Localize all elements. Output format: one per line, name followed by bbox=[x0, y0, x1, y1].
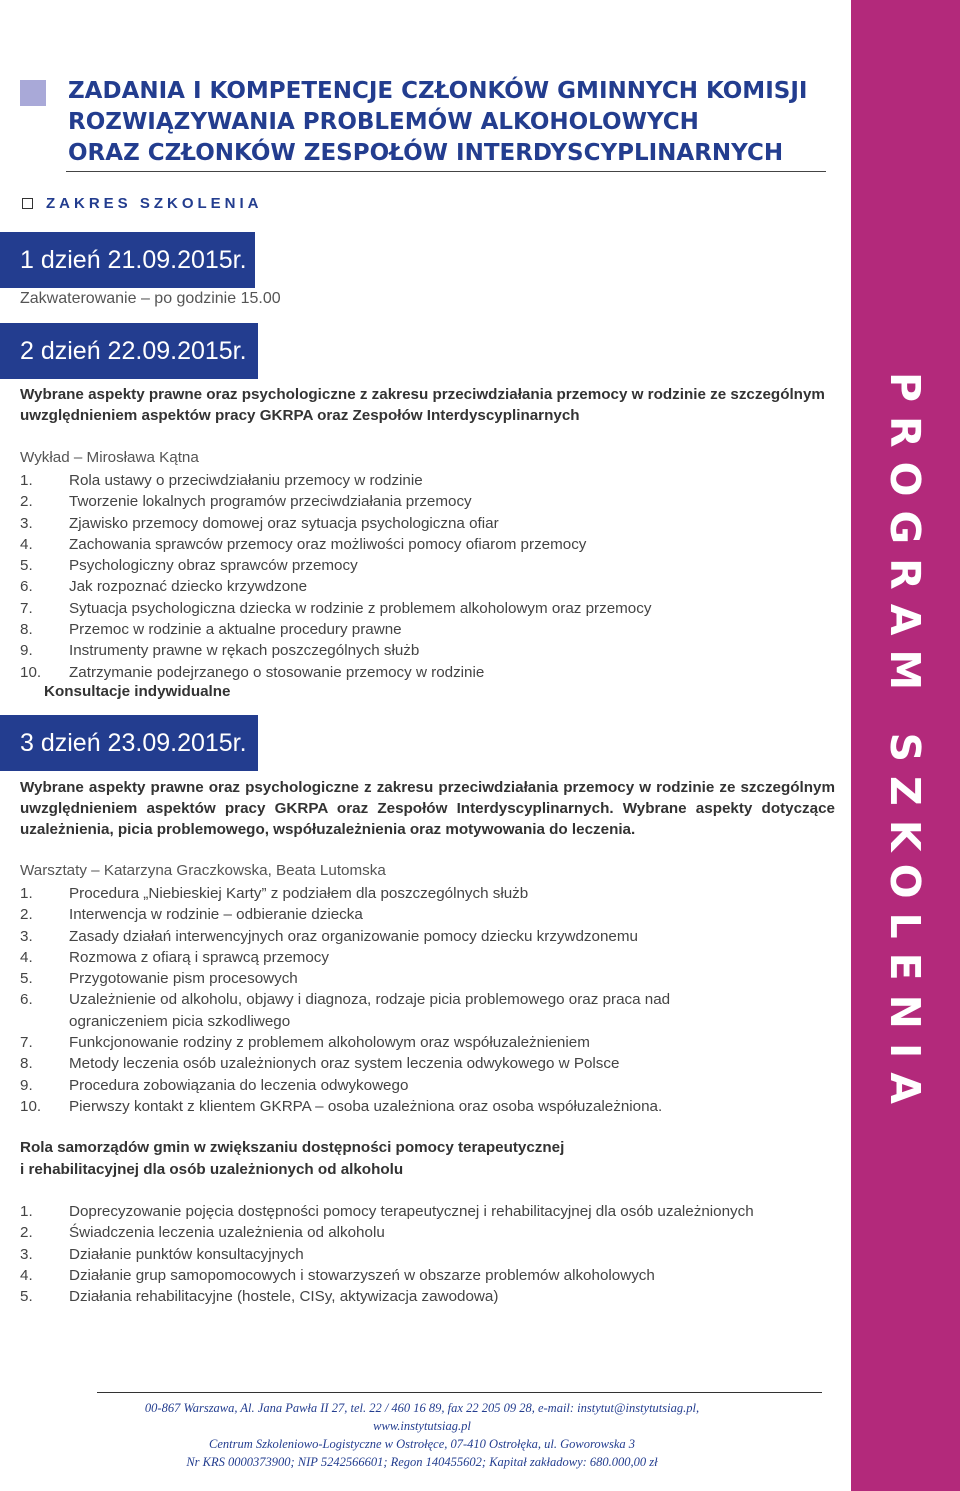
title-divider bbox=[66, 171, 826, 172]
day3-list bbox=[20, 883, 849, 1117]
list-item: 9. Instrumenty prawne w rękach poszczególnych służb bbox=[20, 642, 420, 660]
section-label-text: ZAKRES SZKOLENIA bbox=[46, 195, 263, 212]
role-heading-line-1: Rola samorządów gmin w zwiększaniu dostępności pomocy terapeutycznej bbox=[20, 1139, 565, 1156]
list-item: 7. Sytuacja psychologiczna dziecka w rodzinie z problemem alkoholowym oraz przemocy bbox=[20, 599, 652, 617]
list-item: 4. Zachowania sprawców przemocy oraz możliwości pomocy ofiarom przemocy bbox=[20, 535, 587, 553]
list-item: 5. Przygotowanie pism procesowych bbox=[20, 970, 298, 988]
list-item: 3. Działanie punktów konsultacyjnych bbox=[20, 1245, 304, 1263]
day2-heading: 2 dzień 22.09.2015r. bbox=[0, 323, 258, 379]
role-list bbox=[20, 1201, 849, 1307]
list-item: 2. Świadczenia leczenia uzależnienia od alkoholu bbox=[20, 1224, 385, 1242]
day3-heading: 3 dzień 23.09.2015r. bbox=[0, 715, 258, 771]
page-title bbox=[68, 76, 848, 169]
day2-consult: Konsultacje indywidualne bbox=[44, 683, 231, 700]
list-item: 6. Uzależnienie od alkoholu, objawy i diagnoza, rodzaje picia problemowego oraz praca nad ograniczeniem picia szkodliwego bbox=[20, 991, 671, 1030]
list-item: 4. Działanie grup samopomocowych i stowarzyszeń w obszarze problemów alkoholowych bbox=[20, 1266, 655, 1284]
list-item: 5. Działania rehabilitacyjne (hostele, CISy, aktywizacja zawodowa) bbox=[20, 1288, 499, 1306]
page-title-line-2: ROZWIĄZYWANIA PROBLEMÓW ALKOHOLOWYCH bbox=[68, 109, 699, 135]
day2-topic: Wybrane aspekty prawne oraz psychologiczne z zakresu przeciwdziałania przemocy w rodzinie ze szczególnym uwzględnieniem aspektów pracy GKRPA oraz Zespołów Interdyscyplinarnych bbox=[20, 386, 825, 424]
checkbox-icon bbox=[22, 198, 33, 209]
list-item: 1. Rola ustawy o przeciwdziałaniu przemocy w rodzinie bbox=[20, 472, 423, 489]
day3-topic: Wybrane aspekty prawne oraz psychologiczne z zakresu przeciwdziałania przemocy w rodzinie ze szczególnym uwzględnieniem aspektów pracy GKRPA oraz Zespołów Interdyscyplinarnych. Wybrane aspekty dotyczące uzależnienia, picia problemowego, współuzależnienia oraz motywowania do leczenia. bbox=[20, 779, 835, 838]
page-title-line-1: ZADANIA I KOMPETENCJE CZŁONKÓW GMINNYCH KOMISJI bbox=[68, 78, 808, 104]
day1-heading: 1 dzień 21.09.2015r. bbox=[0, 232, 255, 288]
title-square-icon bbox=[20, 80, 46, 106]
footer-divider bbox=[97, 1392, 822, 1393]
footer-center: Centrum Szkoleniowo-Logistyczne w Ostrołęce, 07-410 Ostrołęka, ul. Goworowska 3 bbox=[208, 1437, 635, 1451]
page-title-line-3: ORAZ CZŁONKÓW ZESPOŁÓW INTERDYSCYPLINARNYCH bbox=[68, 140, 784, 166]
list-item: 8. Metody leczenia osób uzależnionych oraz system leczenia odwykowego w Polsce bbox=[20, 1055, 620, 1073]
day1-note: Zakwaterowanie – po godzinie 15.00 bbox=[20, 290, 281, 307]
sidebar-program-label: PROGRAM SZKOLENIA bbox=[881, 372, 929, 1118]
list-item: 4. Rozmowa z ofiarą i sprawcą przemocy bbox=[20, 948, 329, 966]
list-item: 1. Procedura „Niebieskiej Karty” z podziałem dla poszczególnych służb bbox=[20, 885, 529, 902]
day2-lecture: Wykład – Mirosława Kątna bbox=[20, 449, 199, 466]
list-item: 6. Jak rozpoznać dziecko krzywdzone bbox=[20, 578, 308, 596]
section-label bbox=[22, 195, 263, 212]
role-heading bbox=[20, 1137, 564, 1180]
list-item: 10. Pierwszy kontakt z klientem GKRPA – osoba uzależniona oraz osoba współuzależniona. bbox=[20, 1097, 663, 1115]
footer-address: 00-867 Warszawa, Al. Jana Pawła II 27, tel. 22 / 460 16 89, fax 22 205 09 28, e-mail: instytut@instytutsiag.pl, www.instytutsiag.pl bbox=[144, 1401, 700, 1433]
list-item: 3. Zjawisko przemocy domowej oraz sytuacja psychologiczna ofiar bbox=[20, 514, 499, 532]
day2-list bbox=[20, 470, 849, 683]
list-item: 10. Zatrzymanie podejrzanego o stosowanie przemocy w rodzinie bbox=[20, 663, 485, 681]
list-item: 3. Zasady działań interwencyjnych oraz organizowanie pomocy dziecku krzywdzonemu bbox=[20, 927, 638, 945]
footer bbox=[97, 1399, 747, 1471]
list-item: 1. Doprecyzowanie pojęcia dostępności pomocy terapeutycznej i rehabilitacyjnej dla osób uzależnionych bbox=[20, 1203, 754, 1220]
footer-registry: Nr KRS 0000373900; NIP 5242566601; Regon 140455602; Kapitał zakładowy: 680.000,00 zł bbox=[186, 1455, 658, 1469]
list-item: 9. Procedura zobowiązania do leczenia odwykowego bbox=[20, 1076, 409, 1094]
list-item: 8. Przemoc w rodzinie a aktualne procedury prawne bbox=[20, 621, 402, 639]
list-item: 2. Interwencja w rodzinie – odbieranie dziecka bbox=[20, 906, 363, 924]
day3-workshop: Warsztaty – Katarzyna Graczkowska, Beata Lutomska bbox=[20, 862, 386, 879]
role-heading-line-2: i rehabilitacyjnej dla osób uzależnionych od alkoholu bbox=[20, 1160, 404, 1178]
list-item: 7. Funkcjonowanie rodziny z problemem alkoholowym oraz współuzależnieniem bbox=[20, 1034, 590, 1052]
list-item: 2. Tworzenie lokalnych programów przeciwdziałania przemocy bbox=[20, 493, 472, 511]
list-item: 5. Psychologiczny obraz sprawców przemocy bbox=[20, 557, 358, 575]
